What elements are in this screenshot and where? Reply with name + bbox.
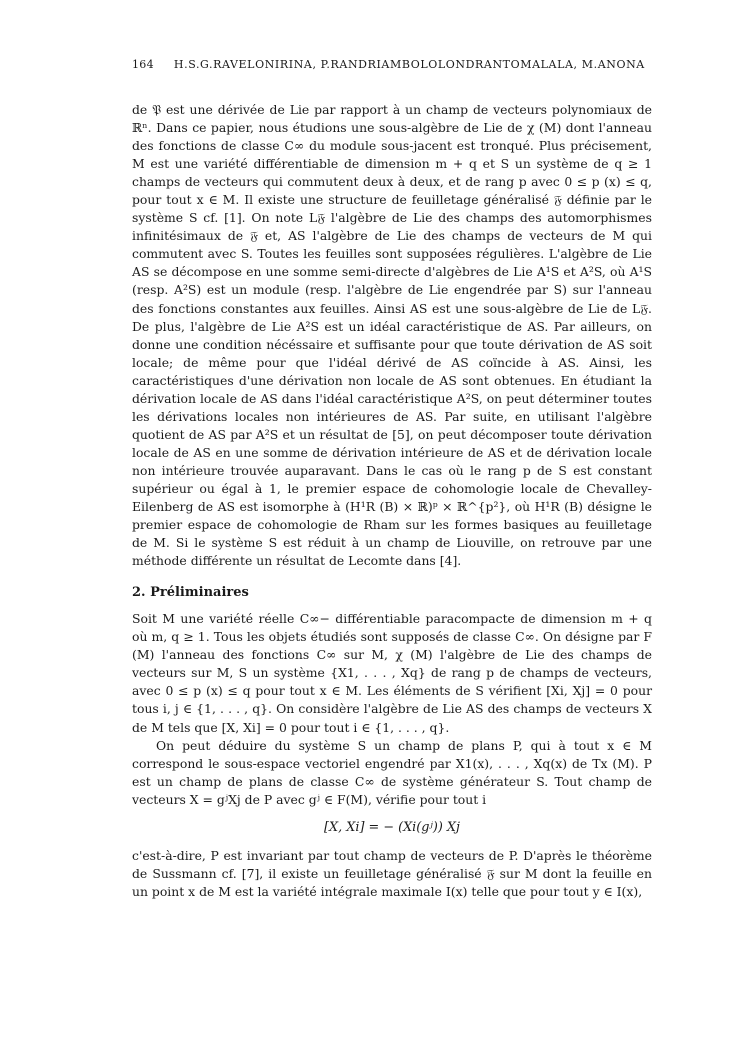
prelim-paragraph-3: c'est-à-dire, P est invariant par tout champ de vecteurs de P. D'après le théorème de Sussmann cf. [7], il existe un feuilletage généralisé 𝔉 sur M dont la feuille en un point x de M est la variété intégrale maximale I(x) telle que pour tout y ∈ I(x),: [132, 847, 652, 899]
intro-paragraph: de 𝔓 est une dérivée de Lie par rapport à un champ de vecteurs polynomiaux de ℝⁿ. Dans ce papier, nous étudions une sous-algèbre de Lie de χ (M) dont l'anneau des fonctions de classe C∞ du module sous-jacent est tronqué. Plus précisement, M est une variété différentiable de dimension m + q et S un système de q ≥ 1 champs de vecteurs qui commutent deux à deux, et de rang p avec 0 ≤ p (x) ≤ q, pour tout x ∈ M. Il existe une structure de feuilletage généralisé 𝔉 définie par le système S cf. [1]. On note L𝔉 l'algèbre de Lie des champs des automorphismes infinitésimaux de 𝔉 et, AS l'algèbre de Lie des champs de vecteurs de M qui commutent avec S. Toutes les feuilles sont supposées régulières. L'algèbre de Lie AS se décompose en une somme semi-directe d'algèbres de Lie A¹S et A²S, où A¹S (resp. A²S) est un module (resp. l'algèbre de Lie engendrée par S) sur l'anneau des fonctions constantes aux feuilles. Ainsi AS est une sous-algèbre de Lie de L𝔉. De plus, l'algèbre de Lie A²S est un idéal caractéristique de AS. Par ailleurs, on donne une condition nécéssaire et suffisante pour que toute dérivation de AS soit locale; de même pour que l'idéal dérivé de AS coïncide à AS. Ainsi, les caractéristiques d'une dérivation non locale de AS sont obtenues. En étudiant la dérivation locale de AS dans l'idéal caractéristique A²S, on peut déterminer toutes les dérivations locales non intérieures de AS. Par suite, en utilisant l'algèbre quotient de AS par A²S et un résultat de [5], on peut décomposer toute dérivation locale de AS en une somme de dérivation intérieure de AS et de dérivation locale non intérieure trouvée auparavant. Dans le cas où le rang p de S est constant supérieur ou égal à 1, le premier espace de cohomologie locale de Chevalley-Eilenberg de AS est isomorphe à (H¹R (B) × ℝ)ᵖ × ℝ^{p²}, où H¹R (B) désigne le premier espace de cohomologie de Rham sur les formes basiques au feuilletage de M. Si le système S est réduit à un champ de Liouville, on retrouve par une méthode différente un résultat de Lecomte dans [4].: [132, 102, 652, 569]
running-head: [132, 58, 652, 71]
display-equation: [X, Xi] = − (Xi(gʲ)) Xj: [324, 819, 460, 835]
page-number: 164: [132, 58, 154, 71]
paper-page: [132, 58, 652, 901]
running-head-authors: H.S.G.RAVELONIRINA, P.RANDRIAMBOLOLONDRANTOMALALA, M.ANONA: [173, 58, 645, 71]
prelim-paragraph-1: Soit M une variété réelle C∞− différentiable paracompacte de dimension m + q où m, q ≥ 1. Tous les objets étudiés sont supposés de classe C∞. On désigne par F (M) l'anneau des fonctions C∞ sur M, χ (M) l'algèbre de Lie des champs de vecteurs sur M, S un système {X1, . . . , Xq} de rang p de champs de vecteurs, avec 0 ≤ p (x) ≤ q pour tout x ∈ M. Les éléments de S vérifient [Xi, Xj] = 0 pour tous i, j ∈ {1, . . . , q}. On considère l'algèbre de Lie AS des champs de vecteurs X de M tels que [X, Xi] = 0 pour tout i ∈ {1, . . . , q}.: [132, 611, 652, 735]
prelim-paragraph-2: On peut déduire du système S un champ de plans P, qui à tout x ∈ M correspond le sous-espace vectoriel engendré par X1(x), . . . , Xq(x) de Tx (M). P est un champ de plans de classe C∞ de système générateur S. Tout champ de vecteurs X = gʲXj de P avec gʲ ∈ F(M), vérifie pour tout i: [132, 737, 652, 807]
section-heading: 2. Préliminaires: [132, 585, 249, 601]
